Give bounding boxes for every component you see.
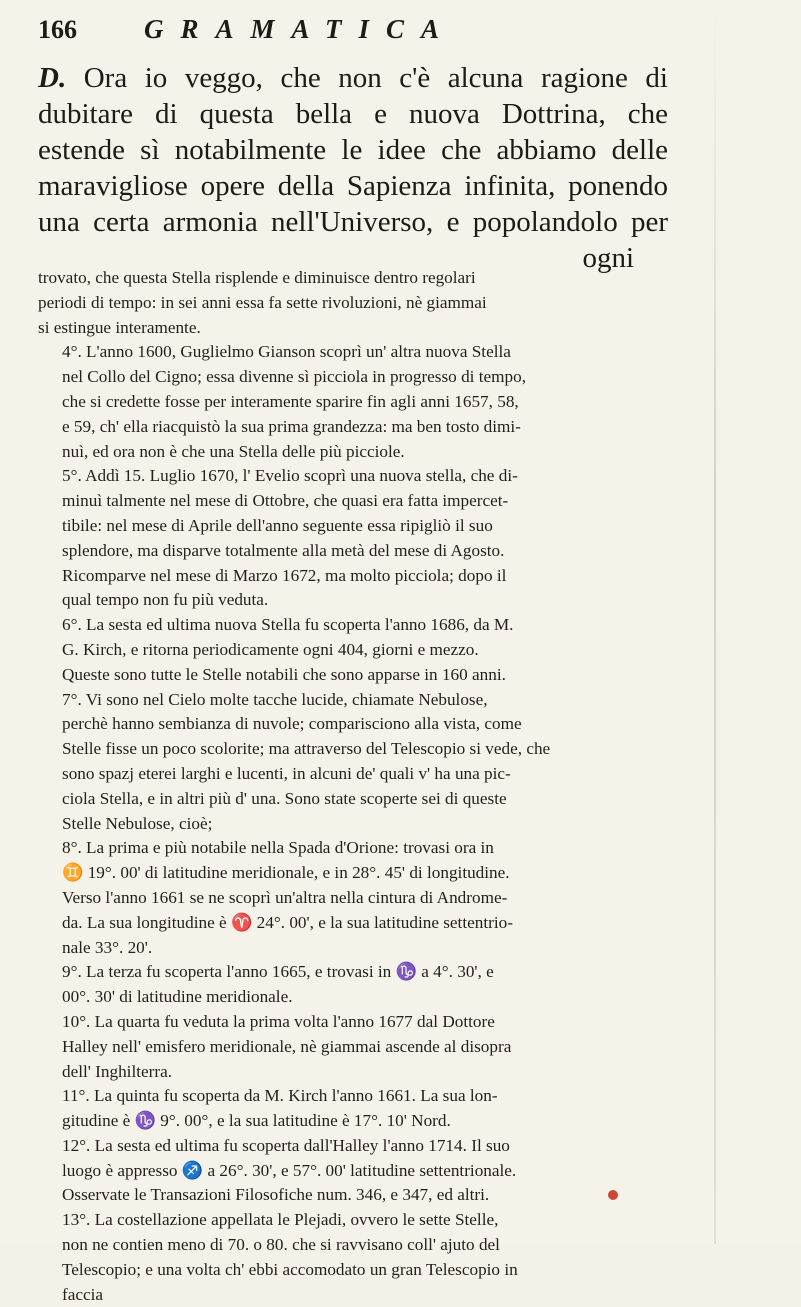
footnote-line: che si credette fosse per interamente sparire fin agli anni 1657, 58, (62, 391, 519, 411)
footnote-line: 9°. La terza fu scoperta l'anno 1665, e trovasi in ♑ a 4°. 30', e (62, 962, 494, 982)
footnote-line: si estingue interamente. (38, 317, 201, 337)
footnote-line: Telescopio; e una volta ch' ebbi accomodato un gran Telescopio in (62, 1259, 518, 1279)
footnote-paragraph (38, 340, 670, 464)
page-header (38, 14, 678, 54)
footnote-line: 8°. La prima e più notabile nella Spada d'Orione: trovasi ora in (62, 838, 494, 858)
page-number: 166 (38, 15, 77, 44)
footnote-line: nel Collo del Cigno; essa divenne sì picciola in progresso di tempo, (62, 367, 526, 387)
footnote-line: 6°. La sesta ed ultima nuova Stella fu scoperta l'anno 1686, da M. (62, 615, 514, 635)
footnote-line: e 59, ch' ella riacquistò la sua prima grandezza: ma ben tosto dimi- (62, 416, 521, 436)
footnote-paragraph (38, 688, 670, 837)
dialogue-line: dubitare di questa bella e nuova Dottrina, che (38, 98, 668, 130)
footnote-line: qual tempo non fu più veduta. (62, 590, 269, 610)
footnote-line: splendore, ma disparve totalmente alla metà del mese di Agosto. (62, 540, 505, 560)
footnote-line: ♊ 19°. 00' di latitudine meridionale, e in 28°. 45' di longitudine. (62, 863, 510, 883)
footnote-line: 00°. 30' di latitudine meridionale. (62, 987, 293, 1007)
footnote-line: faccia (62, 1284, 104, 1304)
dialogue-text: Ora io veggo, che non c'è alcuna ragione di (83, 62, 668, 94)
footnote-paragraph (38, 464, 670, 613)
footnote-paragraph (38, 613, 670, 687)
footnotes (38, 266, 670, 1307)
catchword: ogni (582, 242, 634, 274)
footnote-line: 11°. La quinta fu scoperta da M. Kirch l'anno 1661. La sua lon- (62, 1086, 498, 1106)
footnote-paragraph (38, 1010, 670, 1084)
dialogue-line: estende sì notabilmente le idee che abbiamo delle (38, 134, 668, 166)
footnote-line: Verso l'anno 1661 se ne scoprì un'altra nella cintura di Androme- (62, 887, 508, 907)
footnote-line: minuì talmente nel mese di Ottobre, che quasi era fatta impercet- (62, 491, 509, 511)
footnote-line: 13°. La costellazione appellata le Plejadi, ovvero le sette Stelle, (62, 1210, 499, 1230)
footnote-line: Osservate le Transazioni Filosofiche num. 346, e 347, ed altri. (62, 1185, 490, 1205)
footnote-paragraph (38, 1134, 670, 1208)
running-title: GRAMATICA (144, 14, 457, 44)
footnote-line: luogo è appresso ♐ a 26°. 30', e 57°. 00' latitudine settentrionale. (62, 1160, 517, 1180)
footnote-line: dell' Inghilterra. (62, 1061, 172, 1081)
footnote-line: trovato, che questa Stella risplende e diminuisce dentro regolari (38, 268, 476, 287)
page-edge-shadow (714, 0, 716, 1244)
dialogue-passage (38, 60, 668, 276)
footnote-line: 10°. La quarta fu veduta la prima volta l'anno 1677 dal Dottore (62, 1011, 495, 1031)
dialogue-line: maravigliose opere della Sapienza infinita, ponendo (38, 170, 668, 202)
footnote-line: 4°. L'anno 1600, Guglielmo Gianson scoprì un' altra nuova Stella (62, 342, 511, 362)
footnote-line: periodi di tempo: in sei anni essa fa sette rivoluzioni, nè giammai (38, 292, 487, 312)
footnote-line: Queste sono tutte le Stelle notabili che sono apparse in 160 anni. (62, 664, 506, 684)
speaker-label: D. (38, 62, 67, 94)
footnote-paragraph (38, 1084, 670, 1134)
footnote-line: 12°. La sesta ed ultima fu scoperta dall'Halley l'anno 1714. Il suo (62, 1135, 510, 1155)
footnote-line: ciola Stella, e in altri più d' una. Sono state scoperte sei di queste (62, 788, 507, 808)
footnote-paragraph (38, 1208, 670, 1307)
footnote-line: G. Kirch, e ritorna periodicamente ogni 404, giorni e mezzo. (62, 639, 479, 659)
footnote-line: perchè hanno sembianza di nuvole; comparisciono alla vista, come (62, 714, 522, 734)
footnote-paragraph (38, 960, 670, 1010)
footnote-line: nale 33°. 20'. (62, 937, 153, 957)
footnote-line: nuì, ed ora non è che una Stella delle più picciole. (62, 441, 405, 461)
footnote-line: 7°. Vi sono nel Cielo molte tacche lucide, chiamate Nebulose, (62, 689, 488, 709)
footnote-line: 5°. Addì 15. Luglio 1670, l' Evelio scoprì una nuova stella, che di- (62, 466, 518, 486)
dialogue-line (38, 60, 668, 96)
footnote-line: sono spazj eterei larghi e lucenti, in alcuni de' quali v' ha una pic- (62, 763, 511, 783)
footnote-line: Stelle fisse un poco scolorite; ma attraverso del Telescopio si vede, che (62, 739, 551, 759)
dialogue-line: una certa armonia nell'Universo, e popolandolo per (38, 206, 668, 238)
red-ink-mark (608, 1190, 618, 1200)
footnote-line: Ricomparve nel mese di Marzo 1672, ma molto picciola; dopo il (62, 565, 507, 585)
footnote-line: non ne contien meno di 70. o 80. che si ravvisano coll' ajuto del (62, 1235, 500, 1255)
footnote-line: tibile: nel mese di Aprile dell'anno seguente essa ripigliò il suo (62, 515, 493, 535)
footnote-paragraph (38, 266, 670, 340)
footnote-paragraph (38, 836, 670, 960)
footnote-line: gitudine è ♑ 9°. 00°, e la sua latitudine è 17°. 10' Nord. (62, 1111, 451, 1131)
footnote-line: Halley nell' emisfero meridionale, nè giammai ascende al disopra (62, 1036, 512, 1056)
footnote-line: da. La sua longitudine è ♈ 24°. 00', e la sua latitudine settentrio- (62, 912, 513, 932)
footnote-line: Stelle Nebulose, cioè; (62, 813, 213, 833)
